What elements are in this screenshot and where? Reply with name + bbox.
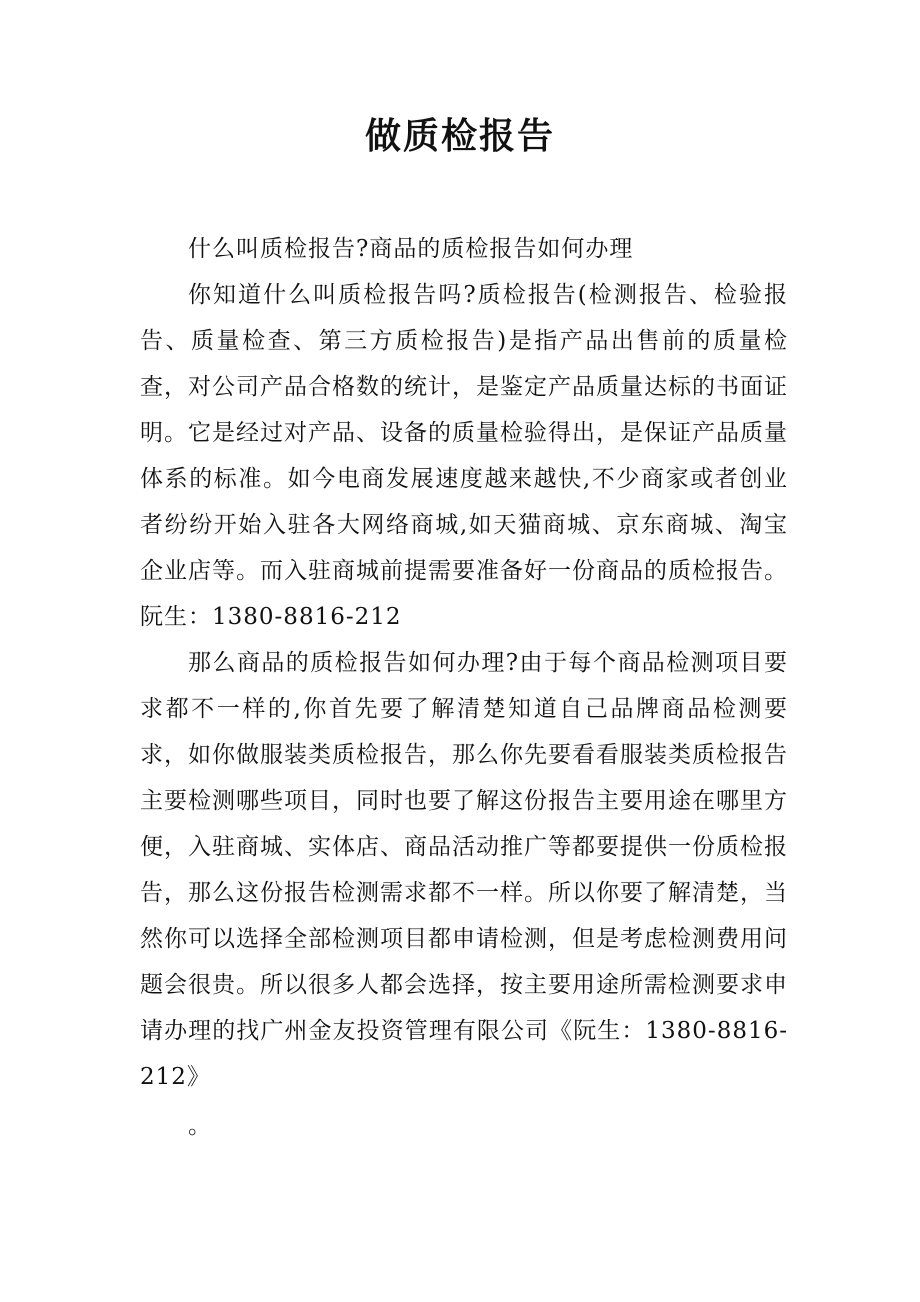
document-title: 做质检报告 (364, 116, 555, 157)
paragraph-question: 什么叫质检报告?商品的质检报告如何办理 (188, 236, 634, 262)
paragraph-procedure: 那么商品的质检报告如何办理?由于每个商品检测项目要求都不一样的,你首先要了解清楚知道自己品牌商品检测要求，如你做服装类质检报告，那么你先要看看服装类质检报告主要检测哪些项目，同时也要了解这份报告主要用途在哪里方便，入驻商城、实体店、商品活动推广等都要提供一份质检报告，那么这份报告检测需求都不一样。所以你要了解清楚，当然你可以选择全部检测项目都申请检测，但是考虑检测费用问题会很贵。所以很多人都会选择，按主要用途所需检测要求申请办理的找广州金友投资管理有限公司《阮生：1380-8816-212》 (140, 650, 788, 1090)
paragraph-definition: 你知道什么叫质检报告吗?质检报告(检测报告、检验报告、质量检查、第三方质检报告)是指产品出售前的质量检查，对公司产品合格数的统计，是鉴定产品质量达标的书面证明。它是经过对产品、设备的质量检验得出，是保证产品质量体系的标准。如今电商发展速度越来越快,不少商家或者创业者纷纷开始入驻各大网络商城,如天猫商城、京东商城、淘宝企业店等。而入驻商城前提需要准备好一份商品的质检报告。阮生：1380-8816-212 (140, 282, 788, 630)
document-body (140, 226, 788, 1146)
trailing-period: 。 (188, 1113, 212, 1139)
